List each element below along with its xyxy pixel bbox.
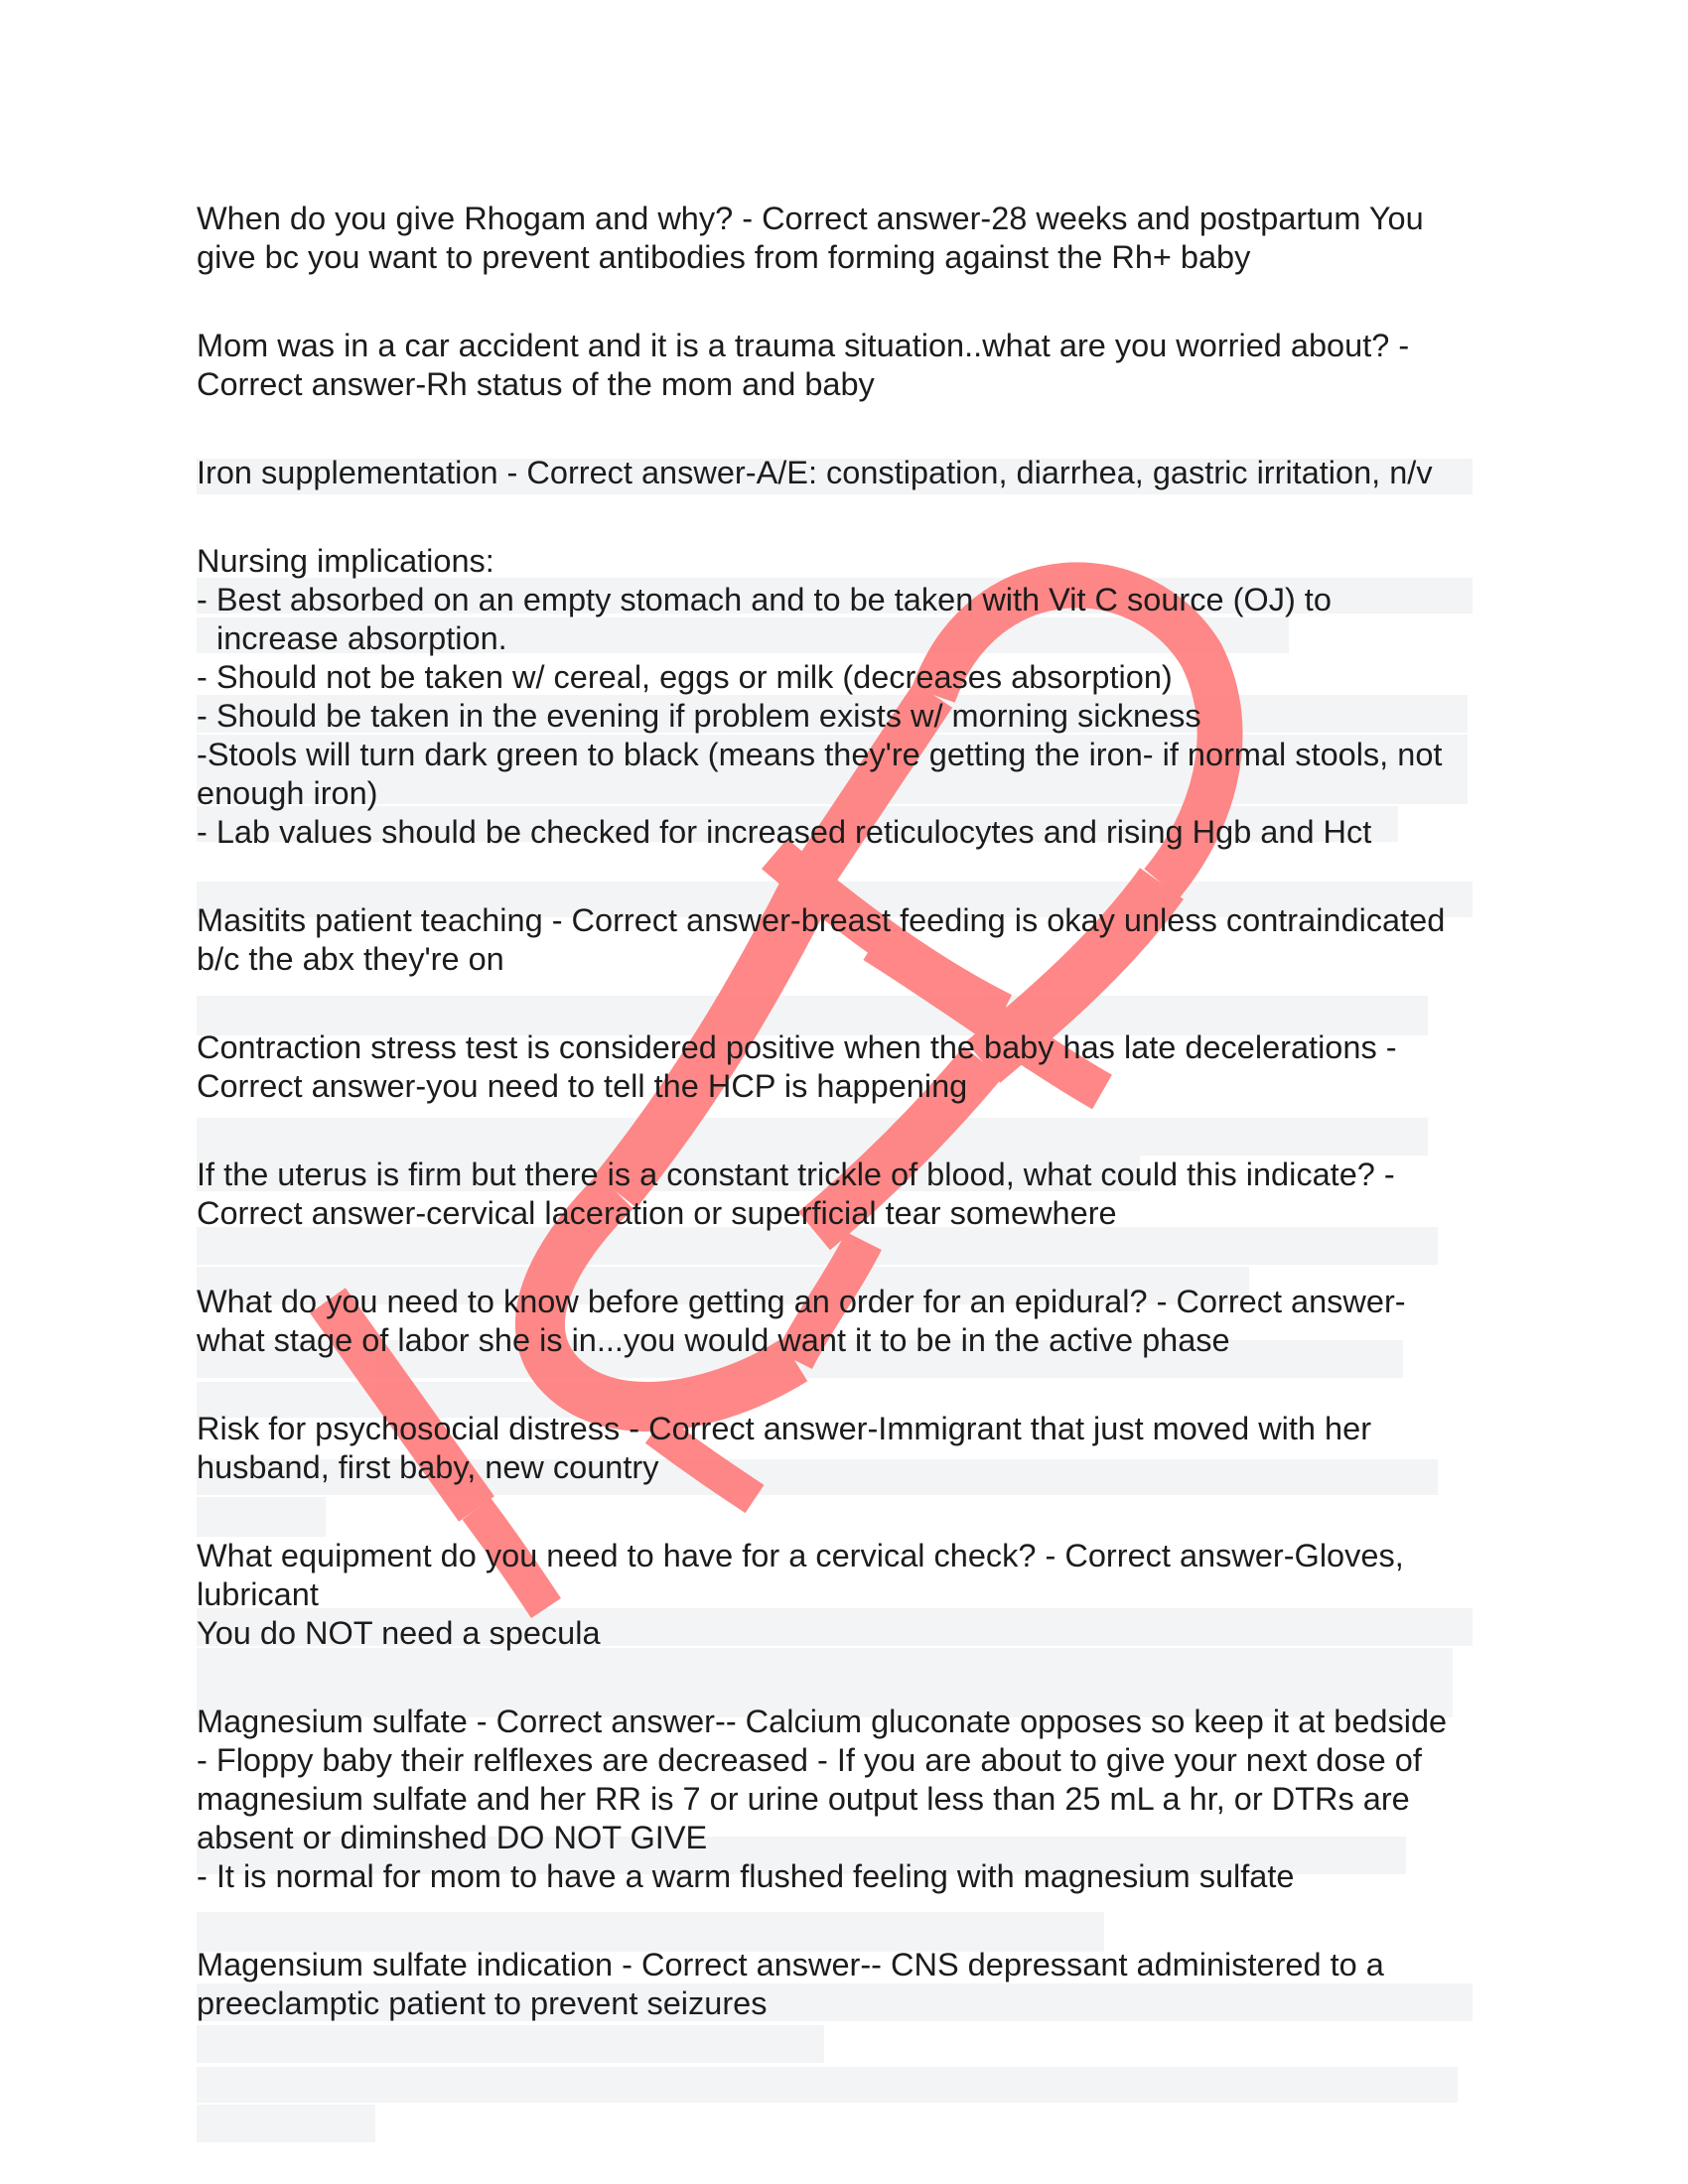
answer-text: Correct answer-cervical laceration or superficial tear somewhere [197, 1195, 1117, 1231]
notes-line: increase absorption. [216, 620, 507, 656]
answer-text: - Floppy baby their relflexes are decreased - If you are about to give your next dose of [197, 1742, 1422, 1778]
qa-entry [197, 200, 1497, 277]
document-content [197, 200, 1497, 2073]
qa-entry [197, 1946, 1497, 2023]
question-text: Risk for psychosocial distress - Correct answer-Immigrant that just moved with her [197, 1411, 1372, 1446]
qa-entry [197, 1028, 1497, 1106]
question-text: Masitits patient teaching - Correct answer-breast feeding is okay unless contraindicated [197, 902, 1446, 938]
nursing-implications [197, 542, 1497, 852]
notes-line: -Stools will turn dark green to black (means they're getting the iron- if normal stools, not [197, 737, 1443, 772]
qa-entry [197, 1537, 1497, 1653]
notes-heading: Nursing implications: [197, 543, 494, 579]
answer-text: what stage of labor she is in...you would want it to be in the active phase [197, 1322, 1230, 1358]
question-text: What do you need to know before getting an order for an epidural? - Correct answer- [197, 1284, 1406, 1319]
notes-line: - Lab values should be checked for increased reticulocytes and rising Hgb and Hct [197, 814, 1372, 850]
notes-line: - Best absorbed on an empty stomach and to be taken with Vit C source (OJ) to [197, 582, 1332, 617]
qa-entry [197, 1410, 1497, 1487]
question-text: Iron supplementation - Correct answer-A/E: constipation, diarrhea, gastric irritation, n/v [197, 455, 1433, 490]
answer-text: lubricant [197, 1576, 319, 1612]
highlight-strip [197, 2105, 375, 2142]
answer-text: husband, first baby, new country [197, 1449, 659, 1485]
notes-line: enough iron) [197, 775, 378, 811]
question-text: When do you give Rhogam and why? - Correct answer-28 weeks and postpartum You [197, 201, 1424, 236]
qa-entry [197, 1156, 1497, 1233]
answer-text: absent or diminshed DO NOT GIVE [197, 1820, 708, 1855]
notes-line: - Should be taken in the evening if problem exists w/ morning sickness [197, 698, 1201, 734]
question-text: Contraction stress test is considered positive when the baby has late decelerations - [197, 1029, 1397, 1065]
qa-entry [197, 454, 1497, 492]
question-text: If the uterus is firm but there is a constant trickle of blood, what could this indicate? - [197, 1157, 1395, 1192]
answer-text: Correct answer-Rh status of the mom and baby [197, 366, 875, 402]
answer-text: Correct answer-you need to tell the HCP is happening [197, 1068, 968, 1104]
answer-text: preeclamptic patient to prevent seizures [197, 1985, 768, 2021]
question-text: What equipment do you need to have for a cervical check? - Correct answer-Gloves, [197, 1538, 1404, 1573]
question-text: Magensium sulfate indication - Correct answer-- CNS depressant administered to a [197, 1947, 1384, 1982]
question-text: Mom was in a car accident and it is a trauma situation..what are you worried about? - [197, 328, 1410, 363]
qa-entry [197, 327, 1497, 404]
qa-entry [197, 901, 1497, 979]
answer-text: b/c the abx they're on [197, 941, 504, 977]
answer-text: You do NOT need a specula [197, 1615, 601, 1651]
question-text: Magnesium sulfate - Correct answer-- Calcium gluconate opposes so keep it at bedside [197, 1704, 1448, 1739]
notes-line: - Should not be taken w/ cereal, eggs or milk (decreases absorption) [197, 659, 1173, 695]
qa-entry [197, 1703, 1497, 1896]
qa-entry [197, 1283, 1497, 1360]
answer-text: magnesium sulfate and her RR is 7 or urine output less than 25 mL a hr, or DTRs are [197, 1781, 1410, 1817]
answer-text: give bc you want to prevent antibodies from forming against the Rh+ baby [197, 239, 1251, 275]
answer-text: - It is normal for mom to have a warm flushed feeling with magnesium sulfate [197, 1858, 1295, 1894]
